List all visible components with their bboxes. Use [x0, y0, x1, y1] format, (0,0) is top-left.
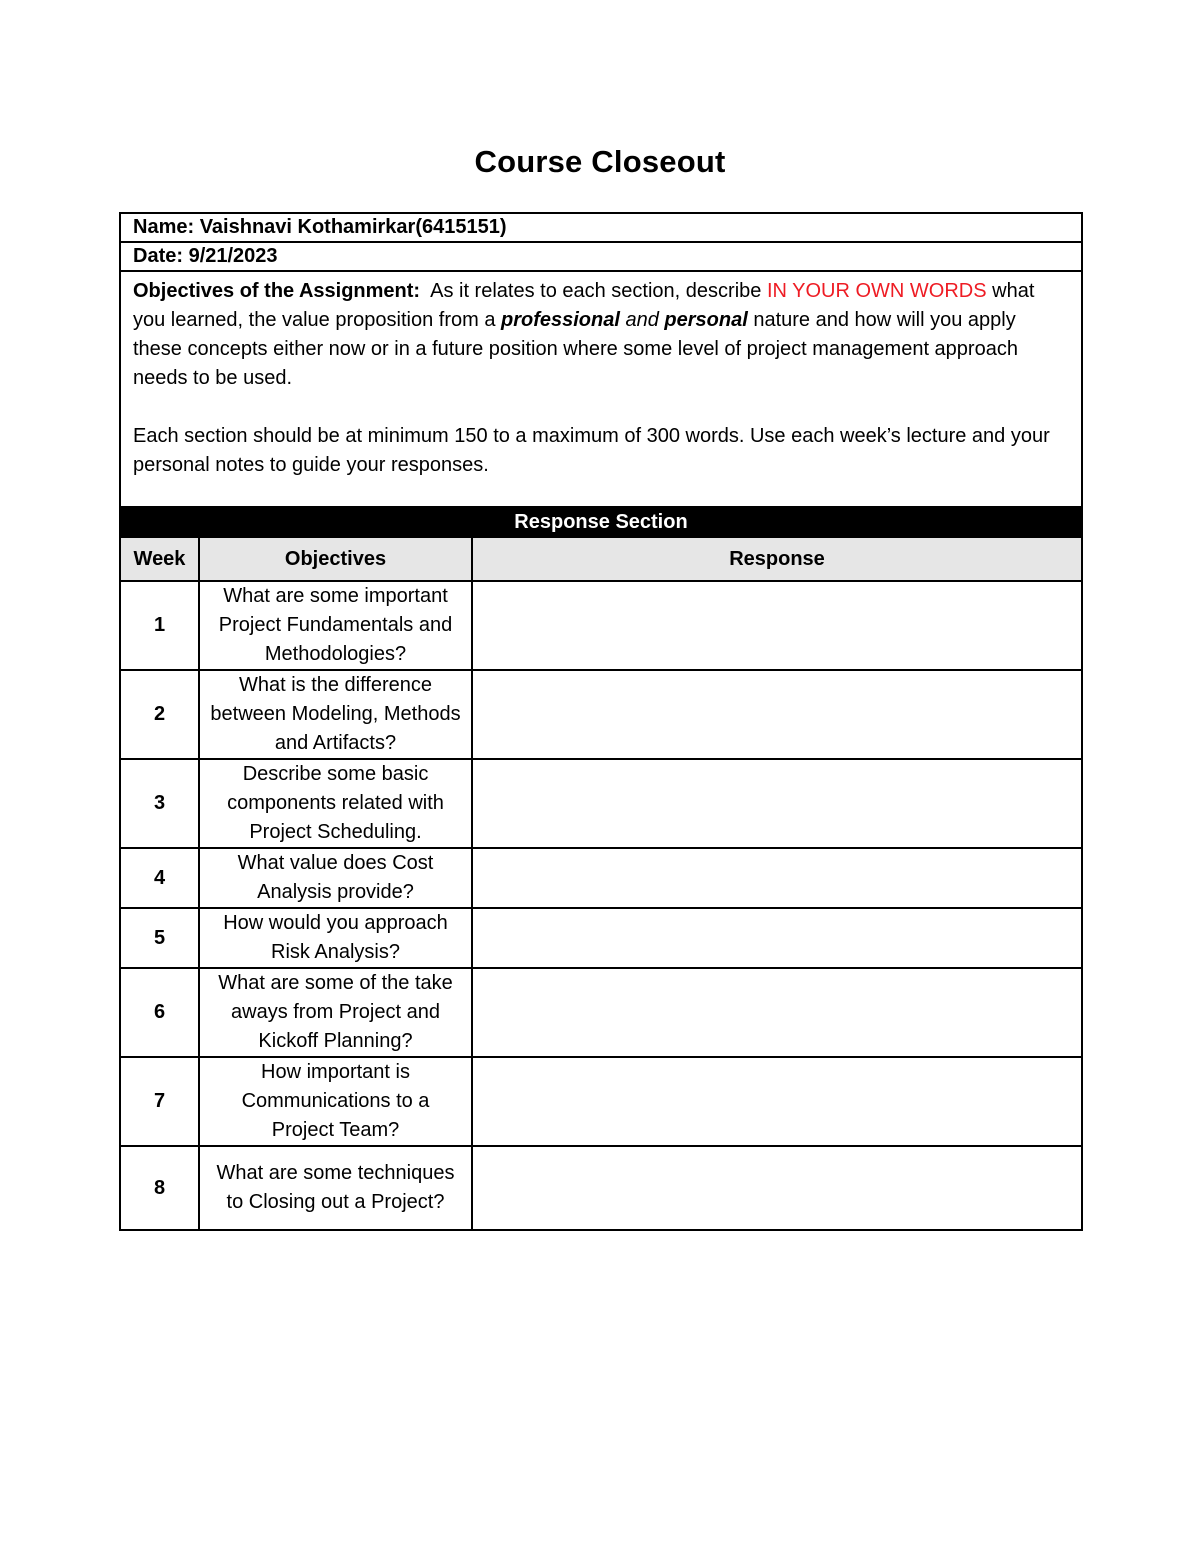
response-cell[interactable]	[472, 581, 1082, 670]
objectives-and: and	[619, 309, 665, 331]
assignment-objectives	[120, 271, 1082, 507]
objectives-emphasis: IN YOUR OWN WORDS	[766, 280, 987, 302]
response-section-header: Response Section	[120, 507, 1082, 537]
week-objective: What value does Cost Analysis provide?	[199, 848, 472, 908]
column-header-response: Response	[472, 537, 1082, 581]
table-row	[120, 1057, 1082, 1146]
table-row	[120, 848, 1082, 908]
objectives-text-1: As it relates to each section, describe	[420, 280, 767, 302]
objectives-text-2: what you learned, the value proposition from a	[133, 280, 1035, 331]
week-number: 1	[120, 581, 199, 670]
objectives-professional: professional	[501, 309, 620, 331]
column-header-week: Week	[120, 537, 199, 581]
week-objective: What are some of the take aways from Project and Kickoff Planning?	[199, 968, 472, 1057]
date-field: Date: 9/21/2023	[120, 242, 1082, 271]
week-objective: Describe some basic components related with Project Scheduling.	[199, 759, 472, 848]
response-cell[interactable]	[472, 968, 1082, 1057]
week-objective: How important is Communications to a Project Team?	[199, 1057, 472, 1146]
response-cell[interactable]	[472, 848, 1082, 908]
response-cell[interactable]	[472, 1057, 1082, 1146]
week-objective: What are some techniques to Closing out a Project?	[199, 1146, 472, 1230]
objectives-label: Objectives of the Assignment:	[133, 280, 421, 302]
week-number: 3	[120, 759, 199, 848]
week-number: 8	[120, 1146, 199, 1230]
name-field: Name: Vaishnavi Kothamirkar(6415151)	[120, 213, 1082, 242]
table-row	[120, 759, 1082, 848]
response-cell[interactable]	[472, 759, 1082, 848]
week-number: 6	[120, 968, 199, 1057]
objectives-paragraph-2: Each section should be at minimum 150 to a maximum of 300 words. Use each week’s lecture and your personal notes to guide your responses.	[133, 425, 1050, 476]
response-cell[interactable]	[472, 670, 1082, 759]
objectives-paragraph-1	[133, 277, 1069, 393]
table-row	[120, 670, 1082, 759]
week-objective: What is the difference between Modeling, Methods and Artifacts?	[199, 670, 472, 759]
course-closeout-form	[119, 212, 1083, 1231]
table-row	[120, 581, 1082, 670]
table-row	[120, 908, 1082, 968]
response-cell[interactable]	[472, 1146, 1082, 1230]
page-title: Course Closeout	[474, 144, 726, 179]
objectives-text-3: nature and how will you apply these concepts either now or in a future position where some level of project management approach needs to be used.	[133, 309, 1018, 389]
week-number: 7	[120, 1057, 199, 1146]
table-row	[120, 968, 1082, 1057]
column-header-objectives: Objectives	[199, 537, 472, 581]
week-number: 4	[120, 848, 199, 908]
table-row	[120, 1146, 1082, 1230]
week-objective: What are some important Project Fundamentals and Methodologies?	[199, 581, 472, 670]
week-number: 2	[120, 670, 199, 759]
objectives-personal: personal	[664, 309, 748, 331]
week-number: 5	[120, 908, 199, 968]
week-objective: How would you approach Risk Analysis?	[199, 908, 472, 968]
response-cell[interactable]	[472, 908, 1082, 968]
